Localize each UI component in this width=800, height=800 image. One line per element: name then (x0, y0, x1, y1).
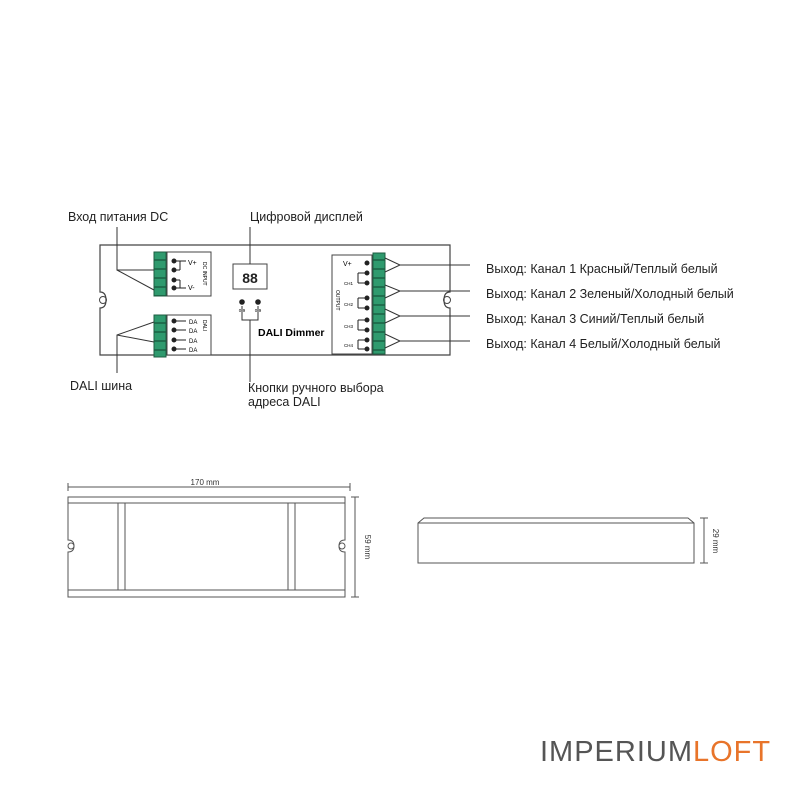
brand-logo (540, 736, 771, 769)
dali-terminal (154, 315, 166, 357)
brand-part1: IMPERIUM (540, 736, 693, 768)
buttons-label-line2: адреса DALI (248, 395, 321, 409)
display-value: 88 (242, 270, 258, 286)
power-input-label: Вход питания DC (68, 210, 169, 224)
brand-part2: LOFT (693, 736, 772, 768)
dc-input-text: DC INPUT (201, 262, 207, 286)
dali-box-text: DALI (201, 320, 207, 332)
output-channel-2-label: Выход: Канал 2 Зеленый/Холодный белый (486, 287, 734, 301)
dali-da-3: DA (189, 339, 198, 345)
output-channel-4-label: Выход: Канал 4 Белый/Холодный белый (486, 337, 721, 351)
button-1-text: 0-9 (238, 308, 246, 313)
output-channel-1-label: Выход: Канал 1 Красный/Теплый белый (486, 262, 718, 276)
dimension-width: 170 mm (190, 478, 220, 487)
dimension-depth: 59 mm (363, 534, 372, 560)
address-button-2[interactable] (255, 299, 261, 305)
dimension-height: 29 mm (711, 528, 720, 554)
output-ch4: CH4 (344, 343, 354, 348)
dc-input-terminal (154, 252, 166, 296)
output-ch2: CH2 (344, 302, 354, 307)
output-terminal (373, 253, 385, 354)
output-text: OUTPUT (334, 290, 340, 311)
address-button-1[interactable] (239, 299, 245, 305)
output-vplus: V+ (343, 261, 352, 268)
top-view-drawing (68, 483, 359, 597)
device-name: DALI Dimmer (258, 327, 325, 339)
dali-da-2: DA (189, 329, 198, 335)
buttons-label-line1: Кнопки ручного выбора (248, 381, 384, 395)
side-view-drawing (418, 518, 708, 563)
output-ch3: CH3 (344, 324, 354, 329)
dali-da-4: DA (189, 348, 198, 354)
dali-bus-label: DALI шина (70, 379, 133, 393)
output-ch1: CH1 (344, 281, 354, 286)
dali-da-1: DA (189, 320, 198, 326)
digital-display-label: Цифровой дисплей (250, 210, 363, 224)
output-channel-3-label: Выход: Канал 3 Синий/Теплый белый (486, 312, 705, 326)
dc-vplus-text: V+ (188, 260, 197, 267)
button-2-text: 0-9 (254, 308, 262, 313)
dc-vminus-text: V- (188, 285, 195, 292)
